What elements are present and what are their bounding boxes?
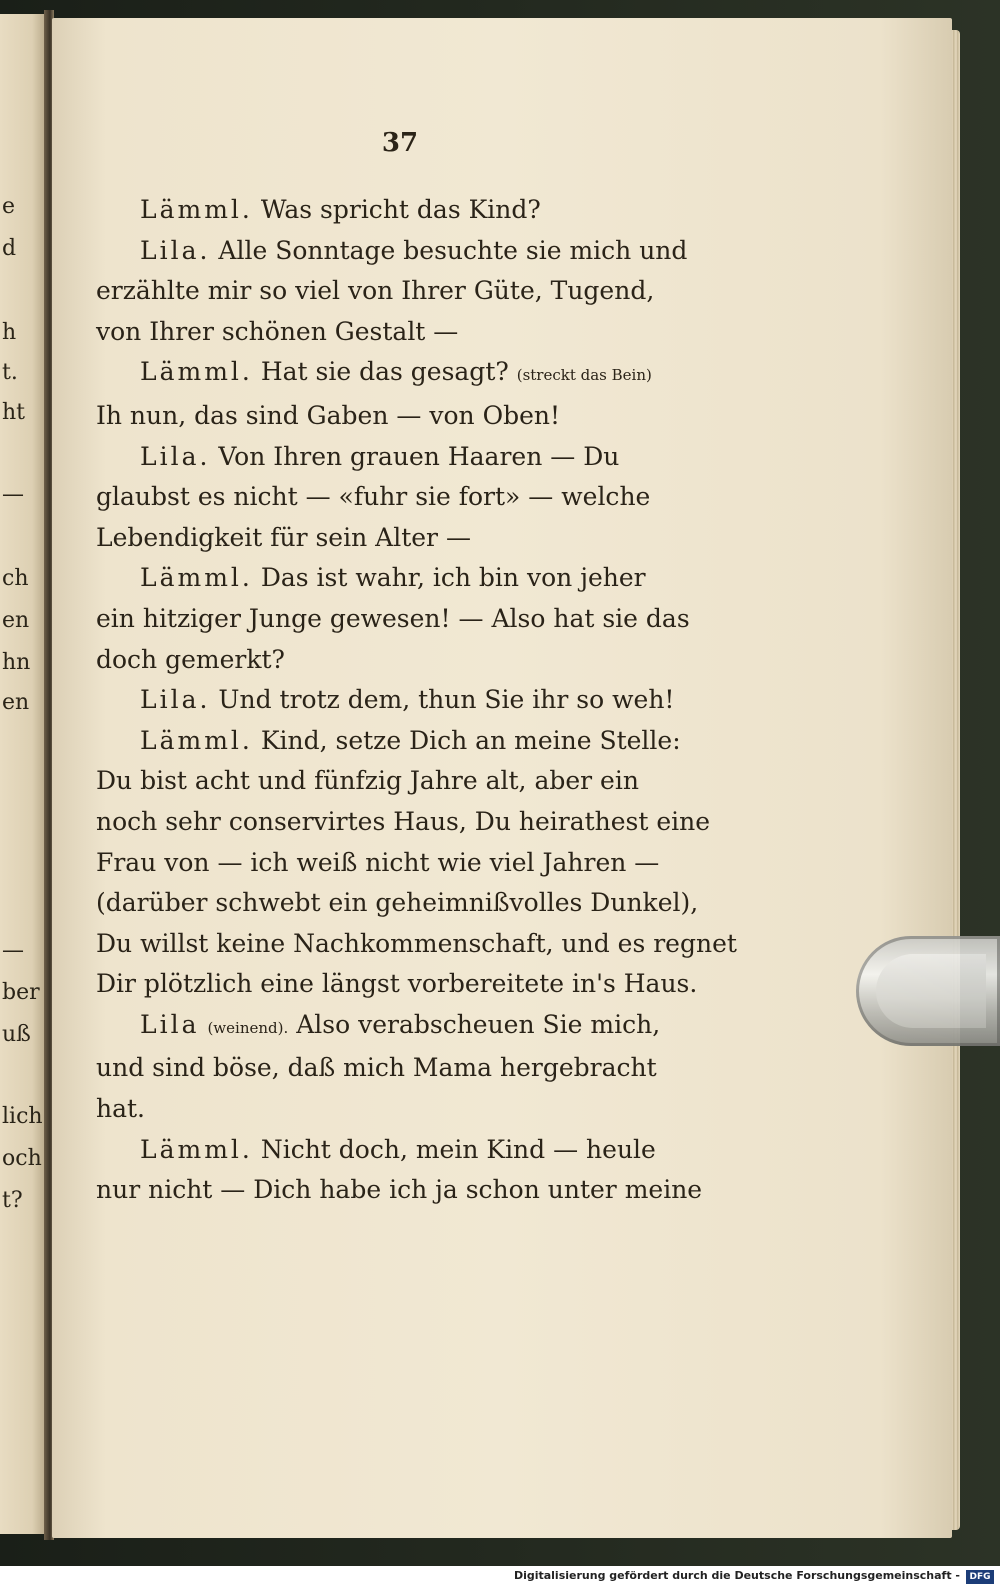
left-fragment: hn <box>2 650 31 675</box>
text-line <box>96 964 696 1005</box>
line-text: Und trotz dem, thun Sie ihr so weh! <box>218 685 675 715</box>
left-fragment: d <box>2 236 17 261</box>
left-fragment: ch <box>2 566 29 591</box>
line-text: Was spricht das Kind? <box>260 195 541 224</box>
text-line <box>96 518 696 559</box>
text-line <box>96 761 696 802</box>
text-line <box>96 437 696 478</box>
line-text: Du willst keine Nachkommenschaft, und es regnet <box>96 928 737 958</box>
left-fragment: ht <box>2 400 26 425</box>
line-text: Du bist acht und fünfzig Jahre alt, aber ein <box>96 766 639 796</box>
line-text: von Ihrer schönen Gestalt — <box>96 316 459 346</box>
left-fragment: t? <box>2 1188 23 1213</box>
line-text: Ih nun, das sind Gaben — von Oben! <box>96 400 561 430</box>
text-line <box>96 640 696 681</box>
text-line <box>96 1048 696 1089</box>
line-text: Also verabscheuen Sie mich, <box>296 1009 661 1039</box>
text-line <box>96 1130 696 1171</box>
page-text <box>96 190 737 1211</box>
left-fragment: en <box>2 608 30 633</box>
left-fragment: och <box>2 1146 42 1171</box>
speaker-name: Lämml. <box>140 563 253 593</box>
line-text: noch sehr conservirtes Haus, Du heirathest eine <box>96 806 711 836</box>
text-line <box>96 271 696 312</box>
line-text: glaubst es nicht — «fuhr sie fort» — welche <box>96 482 651 512</box>
left-fragment: lich <box>2 1104 43 1129</box>
line-text: nur nicht — Dich habe ich ja schon unter meine <box>96 1175 703 1205</box>
left-page-fragment <box>0 14 46 1534</box>
text-line <box>96 477 696 518</box>
line-text: hat. <box>96 1094 145 1124</box>
speaker-name: Lämml. <box>140 195 253 224</box>
left-fragment: ber <box>2 980 40 1005</box>
line-text: erzählte mir so viel von Ihrer Güte, Tugend, <box>96 276 655 306</box>
text-line <box>96 924 737 965</box>
page-number: 37 <box>381 128 419 158</box>
text-line <box>96 396 696 437</box>
line-text: Dir plötzlich eine längst vorbereitete in's Haus. <box>96 969 698 999</box>
line-text: Frau von — ich weiß nicht wie viel Jahren — <box>96 847 660 877</box>
dfg-logo: DFG <box>966 1570 994 1584</box>
left-fragment: h <box>2 320 17 345</box>
text-line <box>96 1089 696 1130</box>
left-fragment: en <box>2 690 30 715</box>
left-fragment: uß <box>2 1022 31 1047</box>
line-text: doch gemerkt? <box>96 644 285 674</box>
line-text: Nicht doch, mein Kind — heule <box>260 1134 656 1164</box>
text-line <box>96 312 696 353</box>
left-fragment: — <box>2 938 24 963</box>
text-line <box>96 352 696 396</box>
line-text: und sind böse, daß mich Mama hergebracht <box>96 1053 657 1083</box>
text-line <box>96 1170 703 1211</box>
footer-credit: Digitalisierung gefördert durch die Deutsche Forschungsgemeinschaft - <box>513 1569 960 1582</box>
line-text: (darüber schwebt ein geheimnißvolles Dunkel), <box>96 888 699 918</box>
line-text: Von Ihren grauen Haaren — Du <box>218 441 620 471</box>
line-text: Lebendigkeit für sein Alter — <box>96 522 471 552</box>
stage-direction: (weinend). <box>207 1018 289 1037</box>
line-text: Hat sie das gesagt? <box>260 357 509 387</box>
text-line <box>96 231 696 272</box>
page-clip-inner <box>876 954 986 1028</box>
footer-bar <box>0 1566 1000 1588</box>
text-line <box>96 843 696 884</box>
line-text: Alle Sonntage besuchte sie mich und <box>218 235 688 265</box>
speaker-name: Lämml. <box>140 357 253 387</box>
stage-direction: (streckt das Bein) <box>516 366 652 385</box>
line-text: Das ist wahr, ich bin von jeher <box>260 563 646 593</box>
speaker-name: Lila. <box>140 441 211 471</box>
text-line <box>96 721 696 762</box>
text-line <box>96 558 696 599</box>
left-fragment: — <box>2 482 24 507</box>
text-line <box>96 1005 696 1049</box>
speaker-name: Lila <box>140 1009 200 1039</box>
speaker-name: Lila. <box>140 235 211 265</box>
text-line <box>96 599 696 640</box>
speaker-name: Lila. <box>140 685 211 715</box>
left-fragment: e <box>2 194 16 219</box>
text-line <box>96 802 711 843</box>
text-line <box>96 883 699 924</box>
speaker-name: Lämml. <box>140 725 253 755</box>
page-clip <box>856 936 1000 1046</box>
speaker-name: Lämml. <box>140 1134 253 1164</box>
line-text: ein hitziger Junge gewesen! — Also hat sie das <box>96 603 690 633</box>
text-line <box>96 190 696 231</box>
text-line <box>96 680 696 721</box>
line-text: Kind, setze Dich an meine Stelle: <box>260 725 681 755</box>
left-fragment: t. <box>2 360 18 385</box>
